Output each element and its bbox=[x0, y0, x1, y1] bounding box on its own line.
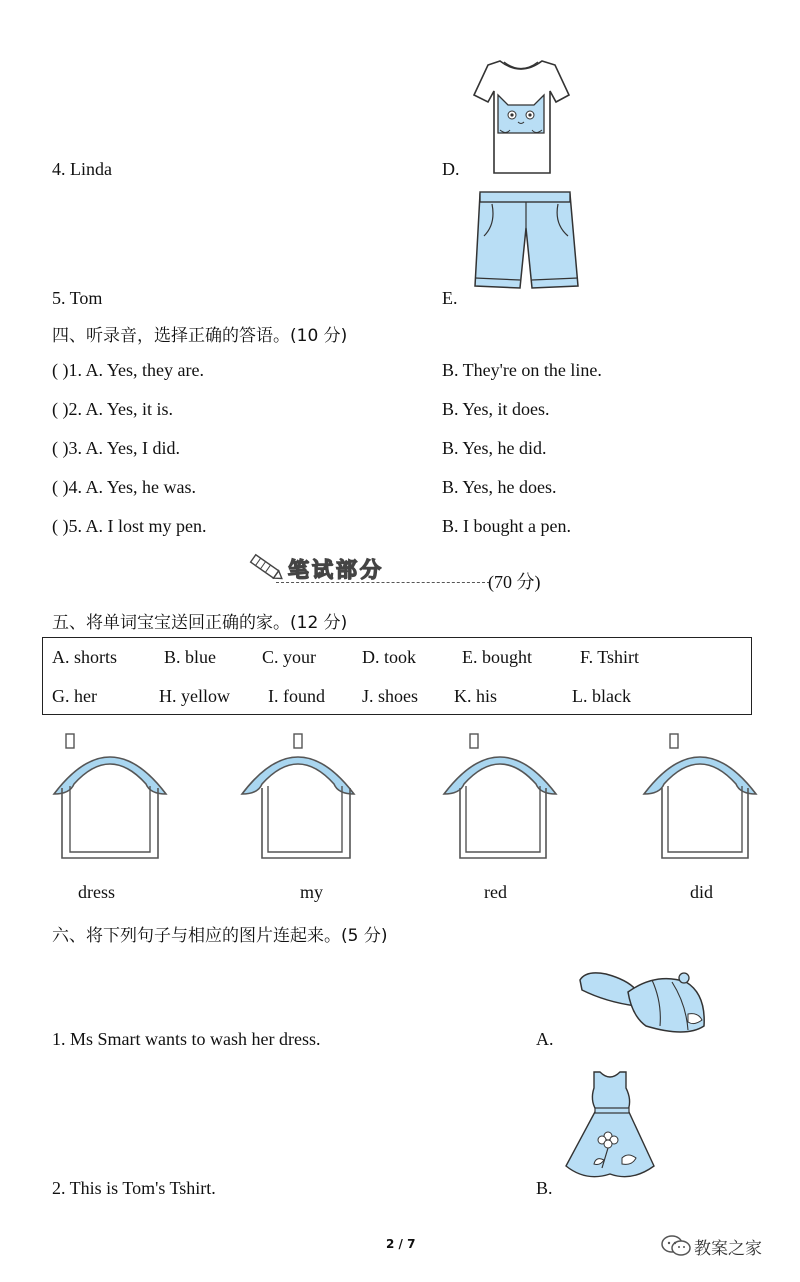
word-f: F. Tshirt bbox=[580, 647, 639, 667]
question-4-option-a: ( )4. A. Yes, he was. bbox=[52, 477, 196, 497]
section4-title: 四、听录音，选择正确的答语。(10 分) bbox=[52, 326, 348, 346]
house-icon bbox=[640, 730, 760, 862]
word-b: B. blue bbox=[164, 647, 216, 667]
word-g: G. her bbox=[52, 686, 97, 706]
house-icon bbox=[50, 730, 170, 862]
page-number: 2 / 7 bbox=[386, 1237, 416, 1251]
pencil-icon bbox=[246, 550, 286, 586]
word-i: I. found bbox=[268, 686, 325, 706]
sentence-2: 2. This is Tom's Tshirt. bbox=[52, 1178, 216, 1198]
question-5-option-b: B. I bought a pen. bbox=[442, 516, 571, 536]
written-part-score: (70 分) bbox=[488, 572, 541, 592]
banner-dash-line bbox=[276, 582, 490, 583]
wechat-icon bbox=[660, 1234, 692, 1258]
word-e: E. bought bbox=[462, 647, 532, 667]
house-label-dress: dress bbox=[78, 882, 115, 902]
question-4-option-b: B. Yes, he does. bbox=[442, 477, 557, 497]
option-a: A. bbox=[536, 1029, 554, 1049]
question-2-option-a: ( )2. A. Yes, it is. bbox=[52, 399, 174, 419]
word-c: C. your bbox=[262, 647, 316, 667]
question-3-option-a: ( )3. A. Yes, I did. bbox=[52, 438, 181, 458]
word-d: D. took bbox=[362, 647, 416, 667]
house-label-my: my bbox=[300, 882, 324, 902]
shorts-picture bbox=[470, 188, 585, 303]
word-h: H. yellow bbox=[159, 686, 230, 706]
question-2-option-b: B. Yes, it does. bbox=[442, 399, 550, 419]
dress-picture bbox=[562, 1070, 658, 1184]
word-a: A. shorts bbox=[52, 647, 118, 667]
question-3-option-b: B. Yes, he did. bbox=[442, 438, 547, 458]
match-item-5: 5. Tom bbox=[52, 288, 103, 308]
sentence-1: 1. Ms Smart wants to wash her dress. bbox=[52, 1029, 321, 1049]
option-b: B. bbox=[536, 1178, 553, 1198]
word-k: K. his bbox=[454, 686, 498, 706]
house-label-red: red bbox=[484, 882, 507, 902]
question-5-option-a: ( )5. A. I lost my pen. bbox=[52, 516, 207, 536]
written-part-banner: 笔试部分 bbox=[288, 558, 384, 582]
house-icon bbox=[238, 730, 358, 862]
section5-title: 五、将单词宝宝送回正确的家。(12 分) bbox=[52, 613, 348, 633]
house-icon bbox=[440, 730, 560, 862]
tshirt-cat-picture bbox=[470, 55, 572, 177]
match-option-d: D. bbox=[442, 159, 460, 179]
question-1-option-a: ( )1. A. Yes, they are. bbox=[52, 360, 204, 380]
question-1-option-b: B. They're on the line. bbox=[442, 360, 602, 380]
section6-title: 六、将下列句子与相应的图片连起来。(5 分) bbox=[52, 926, 388, 946]
match-option-e: E. bbox=[442, 288, 458, 308]
watermark-logo: 教案之家 bbox=[694, 1239, 762, 1259]
match-item-4: 4. Linda bbox=[52, 159, 112, 179]
word-l: L. black bbox=[572, 686, 631, 706]
house-label-did: did bbox=[690, 882, 714, 902]
word-j: J. shoes bbox=[362, 686, 419, 706]
cap-picture bbox=[576, 968, 710, 1042]
